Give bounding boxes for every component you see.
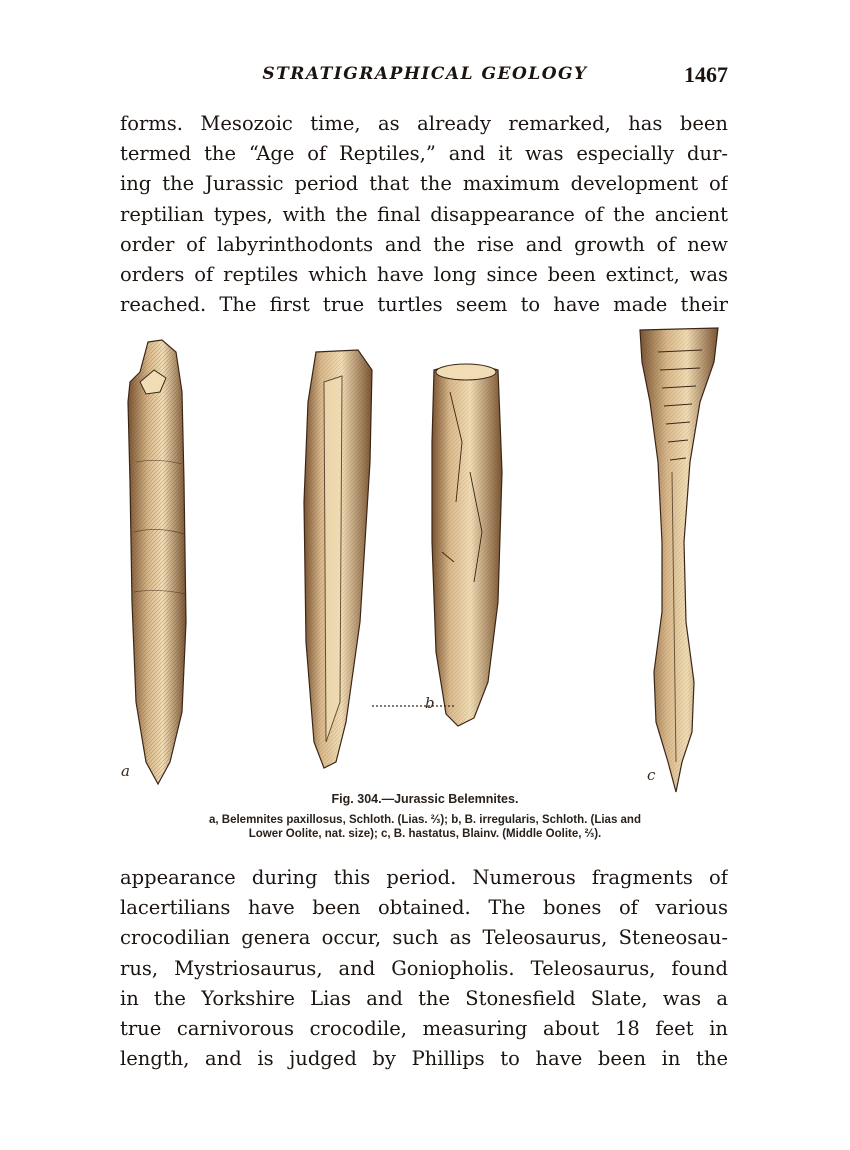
figure-caption-line: Lower Oolite, nat. size); c, B. hastatus, Blainv. (Middle Oolite, ⅔). [248, 828, 602, 840]
text-line: in the Yorkshire Lias and the Stonesfield Slate, was a [120, 986, 728, 1010]
specimen-c [640, 328, 718, 792]
running-title: STRATIGRAPHICAL GEOLOGY [262, 64, 588, 84]
paragraph-top [120, 109, 728, 320]
label-c: c [647, 766, 656, 784]
figure-caption-line: a, Belemnites paxillosus, Schloth. (Lias. ⅔); b, B. irregularis, Schloth. (Lias and [209, 814, 641, 826]
text-line: rus, Mystriosaurus, and Goniopholis. Teleosaurus, found [120, 956, 728, 980]
text-line: order of labyrinthodonts and the rise and growth of new [120, 232, 728, 256]
text-line: termed the “Age of Reptiles,” and it was especially dur- [120, 142, 728, 166]
belemnite-figure [110, 322, 740, 802]
text-line: crocodilian genera occur, such as Teleosaurus, Steneosau- [120, 926, 728, 950]
text-line: forms. Mesozoic time, as already remarked, has been [120, 112, 728, 135]
label-a: a [121, 762, 130, 780]
text-line: length, and is judged by Phillips to have been in the [120, 1047, 728, 1071]
page-number: 1467 [684, 62, 728, 87]
text-line: reached. The first true turtles seem to have made their [120, 293, 728, 317]
figure-caption-title: Fig. 304.—Jurassic Belemnites. [331, 792, 519, 806]
text-line: appearance during this period. Numerous fragments of [120, 866, 728, 889]
text-line: ing the Jurassic period that the maximum development of [120, 172, 728, 196]
text-line: true carnivorous crocodile, measuring about 18 feet in [120, 1016, 728, 1040]
specimen-a [128, 340, 186, 784]
text-line: lacertilians have been obtained. The bones of various [120, 896, 728, 920]
running-head [120, 64, 730, 92]
label-b: b [425, 694, 435, 712]
text-line: orders of reptiles which have long since been extinct, was [120, 262, 728, 286]
specimen-b-left [304, 350, 372, 768]
specimen-b-right [432, 364, 502, 726]
belemnite-illustration [110, 322, 740, 802]
paragraph-bottom [120, 863, 728, 1074]
text-line: reptilian types, with the final disappearance of the ancient [120, 202, 728, 226]
